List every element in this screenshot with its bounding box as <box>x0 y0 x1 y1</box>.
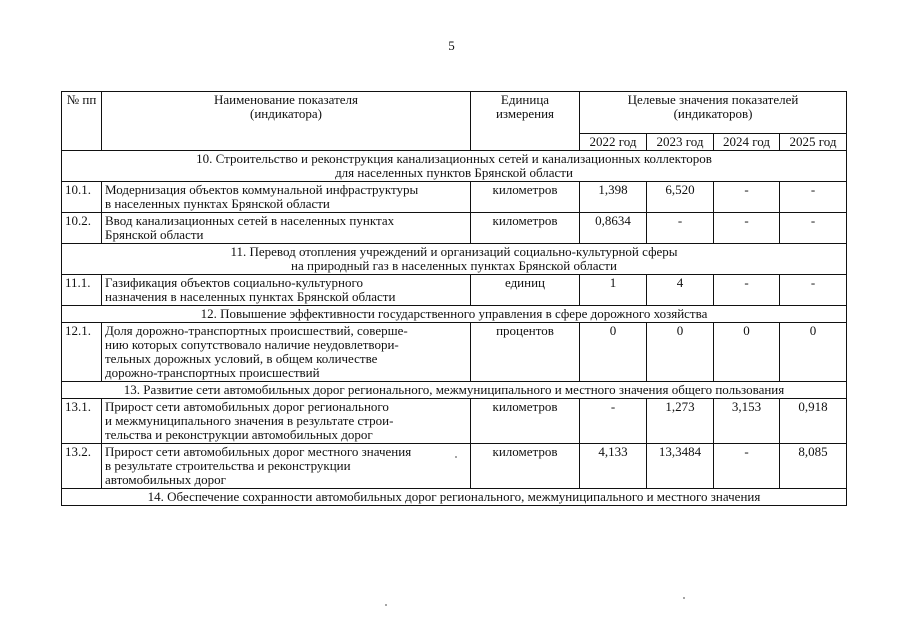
unit-cell: километров <box>471 399 580 444</box>
target-value-2023: 13,3484 <box>647 444 714 489</box>
unit-cell: процентов <box>471 323 580 382</box>
target-value-2024: - <box>714 213 780 244</box>
section-row <box>62 306 847 323</box>
section-row <box>62 382 847 399</box>
header-name: Наименование показателя (индикатора) <box>102 92 471 151</box>
target-value-2022: - <box>580 399 647 444</box>
unit-cell: единиц <box>471 275 580 306</box>
target-value-2025: 8,085 <box>780 444 847 489</box>
indicator-name: Газификация объектов социально-культурного назначения в населенных пунктах Брянской области <box>102 275 471 306</box>
target-value-2024: - <box>714 182 780 213</box>
section-title: 11. Перевод отопления учреждений и организаций социально-культурной сферы на природный газ в населенных пунктах Брянской области <box>62 244 847 275</box>
header-unit: Единица измерения <box>471 92 580 151</box>
target-value-2022: 0,8634 <box>580 213 647 244</box>
table-row <box>62 275 847 306</box>
header-year-2022: 2022 год <box>580 134 647 151</box>
indicator-name: Доля дорожно-транспортных происшествий, соверше- нию которых сопутствовало наличие неудовлетвори- тельных дорожных условий, в общем количестве дорожно-транспортных происшествий <box>102 323 471 382</box>
header-year-2024: 2024 год <box>714 134 780 151</box>
section-title: 14. Обеспечение сохранности автомобильных дорог регионального, межмуниципального и местного значения <box>62 489 847 506</box>
row-number: 10.1. <box>62 182 102 213</box>
target-value-2022: 0 <box>580 323 647 382</box>
indicator-name: Прирост сети автомобильных дорог регионального и межмуниципального значения в результате строи- тельства и реконструкции автомобильных дорог <box>102 399 471 444</box>
scan-speck <box>385 604 387 606</box>
target-value-2024: 3,153 <box>714 399 780 444</box>
target-value-2023: 1,273 <box>647 399 714 444</box>
section-title: 10. Строительство и реконструкция канализационных сетей и канализационных коллекторов для населенных пунктов Брянской области <box>62 151 847 182</box>
scan-speck <box>683 597 685 599</box>
target-value-2024: - <box>714 275 780 306</box>
target-value-2023: - <box>647 213 714 244</box>
target-value-2025: - <box>780 275 847 306</box>
indicator-name: Прирост сети автомобильных дорог местного значения в результате строительства и реконструкции автомобильных дорог <box>102 444 471 489</box>
target-value-2022: 4,133 <box>580 444 647 489</box>
scan-speck <box>455 456 457 458</box>
header-year-2025: 2025 год <box>780 134 847 151</box>
indicator-name: Ввод канализационных сетей в населенных пунктах Брянской области <box>102 213 471 244</box>
target-value-2024: - <box>714 444 780 489</box>
row-number: 11.1. <box>62 275 102 306</box>
target-value-2023: 4 <box>647 275 714 306</box>
row-number: 12.1. <box>62 323 102 382</box>
section-title: 12. Повышение эффективности государственного управления в сфере дорожного хозяйства <box>62 306 847 323</box>
page-number: 5 <box>448 38 455 53</box>
target-value-2023: 0 <box>647 323 714 382</box>
header-row <box>62 92 847 134</box>
unit-cell: километров <box>471 213 580 244</box>
target-value-2022: 1,398 <box>580 182 647 213</box>
indicator-name: Модернизация объектов коммунальной инфраструктуры в населенных пунктах Брянской области <box>102 182 471 213</box>
target-value-2025: 0 <box>780 323 847 382</box>
unit-cell: километров <box>471 444 580 489</box>
table-row <box>62 182 847 213</box>
unit-cell: километров <box>471 182 580 213</box>
row-number: 10.2. <box>62 213 102 244</box>
target-value-2025: - <box>780 182 847 213</box>
row-number: 13.1. <box>62 399 102 444</box>
target-value-2022: 1 <box>580 275 647 306</box>
header-targets: Целевые значения показателей (индикаторов) <box>580 92 847 134</box>
target-value-2024: 0 <box>714 323 780 382</box>
target-value-2023: 6,520 <box>647 182 714 213</box>
header-num: № пп <box>62 92 102 151</box>
section-title: 13. Развитие сети автомобильных дорог регионального, межмуниципального и местного значения общего пользования <box>62 382 847 399</box>
section-row <box>62 151 847 182</box>
target-value-2025: - <box>780 213 847 244</box>
row-number: 13.2. <box>62 444 102 489</box>
section-row <box>62 489 847 506</box>
section-row <box>62 244 847 275</box>
indicators-table <box>61 91 847 506</box>
target-value-2025: 0,918 <box>780 399 847 444</box>
table-row <box>62 399 847 444</box>
table-row <box>62 444 847 489</box>
table-row <box>62 213 847 244</box>
header-year-2023: 2023 год <box>647 134 714 151</box>
table-row <box>62 323 847 382</box>
